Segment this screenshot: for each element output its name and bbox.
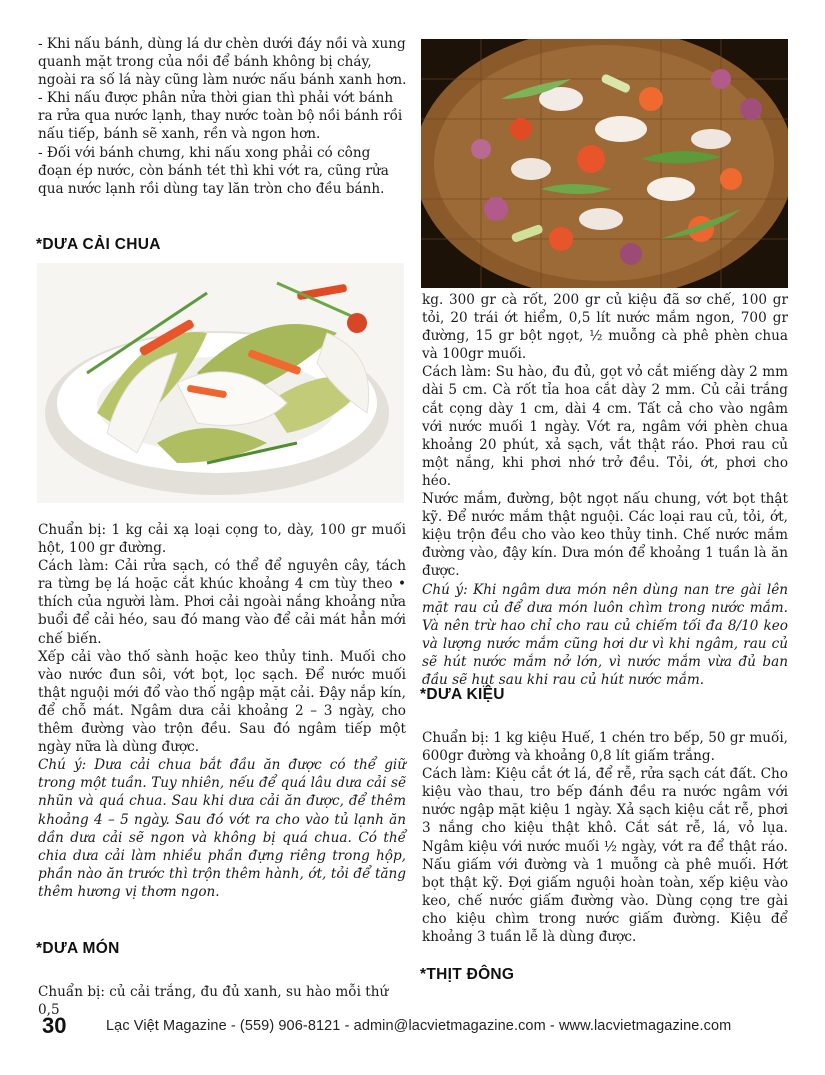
magazine-contact-line: Lạc Việt Magazine - (559) 906-8121 - admin@lacvietmagazine.com - www.lacvietmagazine.com — [106, 1018, 732, 1034]
intro-text-block — [38, 35, 408, 198]
section-heading-dua-mon: *DƯA MÓN — [36, 940, 120, 957]
mixed-pickles-basket-photo — [421, 39, 788, 288]
method-paragraph: Cách làm: Kiệu cắt ớt lá, để rễ, rửa sạch cát đất. Cho kiệu vào thau, tro bếp đánh đều ra nước ngâm với nước ngập mặt kiệu 1 ngày. Xả sạch kiệu cắt rễ, phơi 3 nắng cho kiệu thật khô. Cắt sát rễ, lá, vỏ lụa. Ngâm kiệu với nước muối ½ ngày, vớt ra để thật ráo. Nấu giấm với đường và 1 muỗng cà phê muối. Hớt bọt thật kỹ. Đợi giấm nguội hoàn toàn, xếp kiệu vào keo, chế nước giấm đường vào. Dùng cọng tre gài cho kiệu chìm trong nước giấm đường. Kiệu để khoảng 3 tuần lễ là dùng được. — [422, 766, 788, 946]
paragraph: - Khi nấu được phân nửa thời gian thì phải vớt bánh ra rửa qua nước lạnh, thay nước toàn bộ nồi bánh rồi nấu tiếp, bánh sẽ xanh, rền và ngon hơn. — [38, 90, 403, 143]
basket-illustration — [421, 39, 788, 288]
paragraph: Chuẩn bị: củ cải trắng, đu đủ xanh, su hào mỗi thứ 0,5 — [38, 984, 389, 1019]
ingredients-paragraph: Chuẩn bị: 1 kg cải xạ loại cọng to, dày, 100 gr muối hột, 100 gr đường. — [38, 522, 406, 557]
salad-illustration — [37, 263, 404, 503]
ingredients-paragraph: Chuẩn bị: 1 kg kiệu Huế, 1 chén tro bếp, 50 gr muối, 600gr đường và khoảng 0,8 lít giấm trắng. — [422, 730, 788, 765]
section-heading-dua-kieu: *DƯA KIỆU — [420, 686, 505, 703]
section-heading-dua-cai-chua: *DƯA CẢI CHUA — [36, 236, 161, 253]
page-number: 30 — [42, 1013, 67, 1038]
method-paragraph: Cách làm: Su hào, đu đủ, gọt vỏ cắt miếng dày 2 mm dài 5 cm. Cà rốt tỉa hoa cắt dày 2 mm. Củ cải trắng cắt cọng dày 1 cm, dài 4 cm. Tất cả cho vào ngâm với nước muối 1 ngày. Vớt ra, ngâm với phèn chua khoảng 20 phút, xả sạch, vắt thật ráo. Phơi rau củ một nắng, khi phơi nhớ trở đều. Tỏi, ớt, phơi cho héo. — [422, 364, 788, 489]
dua-cai-chua-text — [38, 521, 406, 901]
method-paragraph: Nước mắm, đường, bột ngọt nấu chung, vớt bọt thật kỹ. Để nước mắm thật nguội. Các loại rau củ, tỏi, ớt, kiệu trộn đều cho vào keo thủy tinh. Chế nước mắm đường vào, đậy kín. Dưa món để khoảng 1 tuần là ăn được. — [422, 491, 788, 580]
pickled-mustard-squid-salad-photo — [37, 263, 404, 503]
page-footer — [42, 1013, 802, 1043]
dua-mon-recipe-text — [422, 291, 788, 689]
note-paragraph: Chú ý: Khi ngâm dưa món nên dùng nan tre gài lên mặt rau củ để dưa món luôn chìm trong nước mắm. Và nên trừ hao chỉ cho rau củ chiếm tối đa 8/10 keo và lượng nước mắm cũng hơi dư vì khi ngâm, rau củ sẽ hút nước mắm nở lớn, vì nước mắm vừa đủ ban đầu sẽ hụt sau khi rau củ hút nước mắm. — [422, 581, 788, 688]
method-paragraph: Xếp cải vào thố sành hoặc keo thủy tinh. Muối cho vào nước đun sôi, vớt bọt, lọc sạch. Để nước muối thật nguội mới đổ vào thố ngập mặt cải. Đậy nắp kín, để chỗ mát. Ngâm dưa cải khoảng 2 – 3 ngày, cho thêm đường vào trộn đều. Sau đó ngâm tiếp một ngày nữa là dùng được. — [38, 648, 406, 756]
paragraph: - Khi nấu bánh, dùng lá dư chèn dưới đáy nồi và xung quanh mặt trong của nồi để bánh không bị cháy, ngoài ra số lá này cũng làm nước nấu bánh xanh hơn. — [38, 36, 407, 89]
note-paragraph: Chú ý: Dưa cải chua bắt đầu ăn được có thể giữ trong một tuần. Tuy nhiên, nếu để quá lâu dưa cải sẽ nhũn và quá chua. Sau khi dưa cải ăn được, để thêm khoảng 4 – 5 ngày. Sau đó vớt ra cho vào tủ lạnh ăn dần dưa cải sẽ ngon và không bị quá chua. Có thể chia dưa cải làm nhiều phần đựng riêng trong hộp, phần nào ăn trước thì trộn thêm hành, ớt, tỏi để tăng thêm hương vị thơm ngon. — [38, 757, 406, 900]
ingredients-paragraph: kg. 300 gr cà rốt, 200 gr củ kiệu đã sơ chế, 100 gr tỏi, 20 trái ớt hiểm, 0,5 lít nước mắm ngon, 700 gr đường, 15 gr bột ngọt, ½ muỗng cà phê phèn chua và 100gr muối. — [422, 292, 788, 363]
section-heading-thit-dong: *THỊT ĐÔNG — [420, 966, 515, 983]
dua-kieu-recipe-text — [422, 729, 788, 946]
method-paragraph: Cách làm: Cải rửa sạch, có thể để nguyên cây, tách ra từng bẹ lá hoặc cắt khúc khoảng 4 cm tùy theo • thích của người làm. Phơi cải ngoài nắng khoảng nửa buổi để cải héo, sau đó mang vào để cải mát hẳn mới chế biến. — [38, 558, 406, 647]
paragraph: - Đối với bánh chưng, khi nấu xong phải có công đoạn ép nước, còn bánh tét thì khi vớt ra, cũng rửa qua nước lạnh rồi dùng tay lăn tròn cho đều bánh. — [38, 144, 389, 197]
